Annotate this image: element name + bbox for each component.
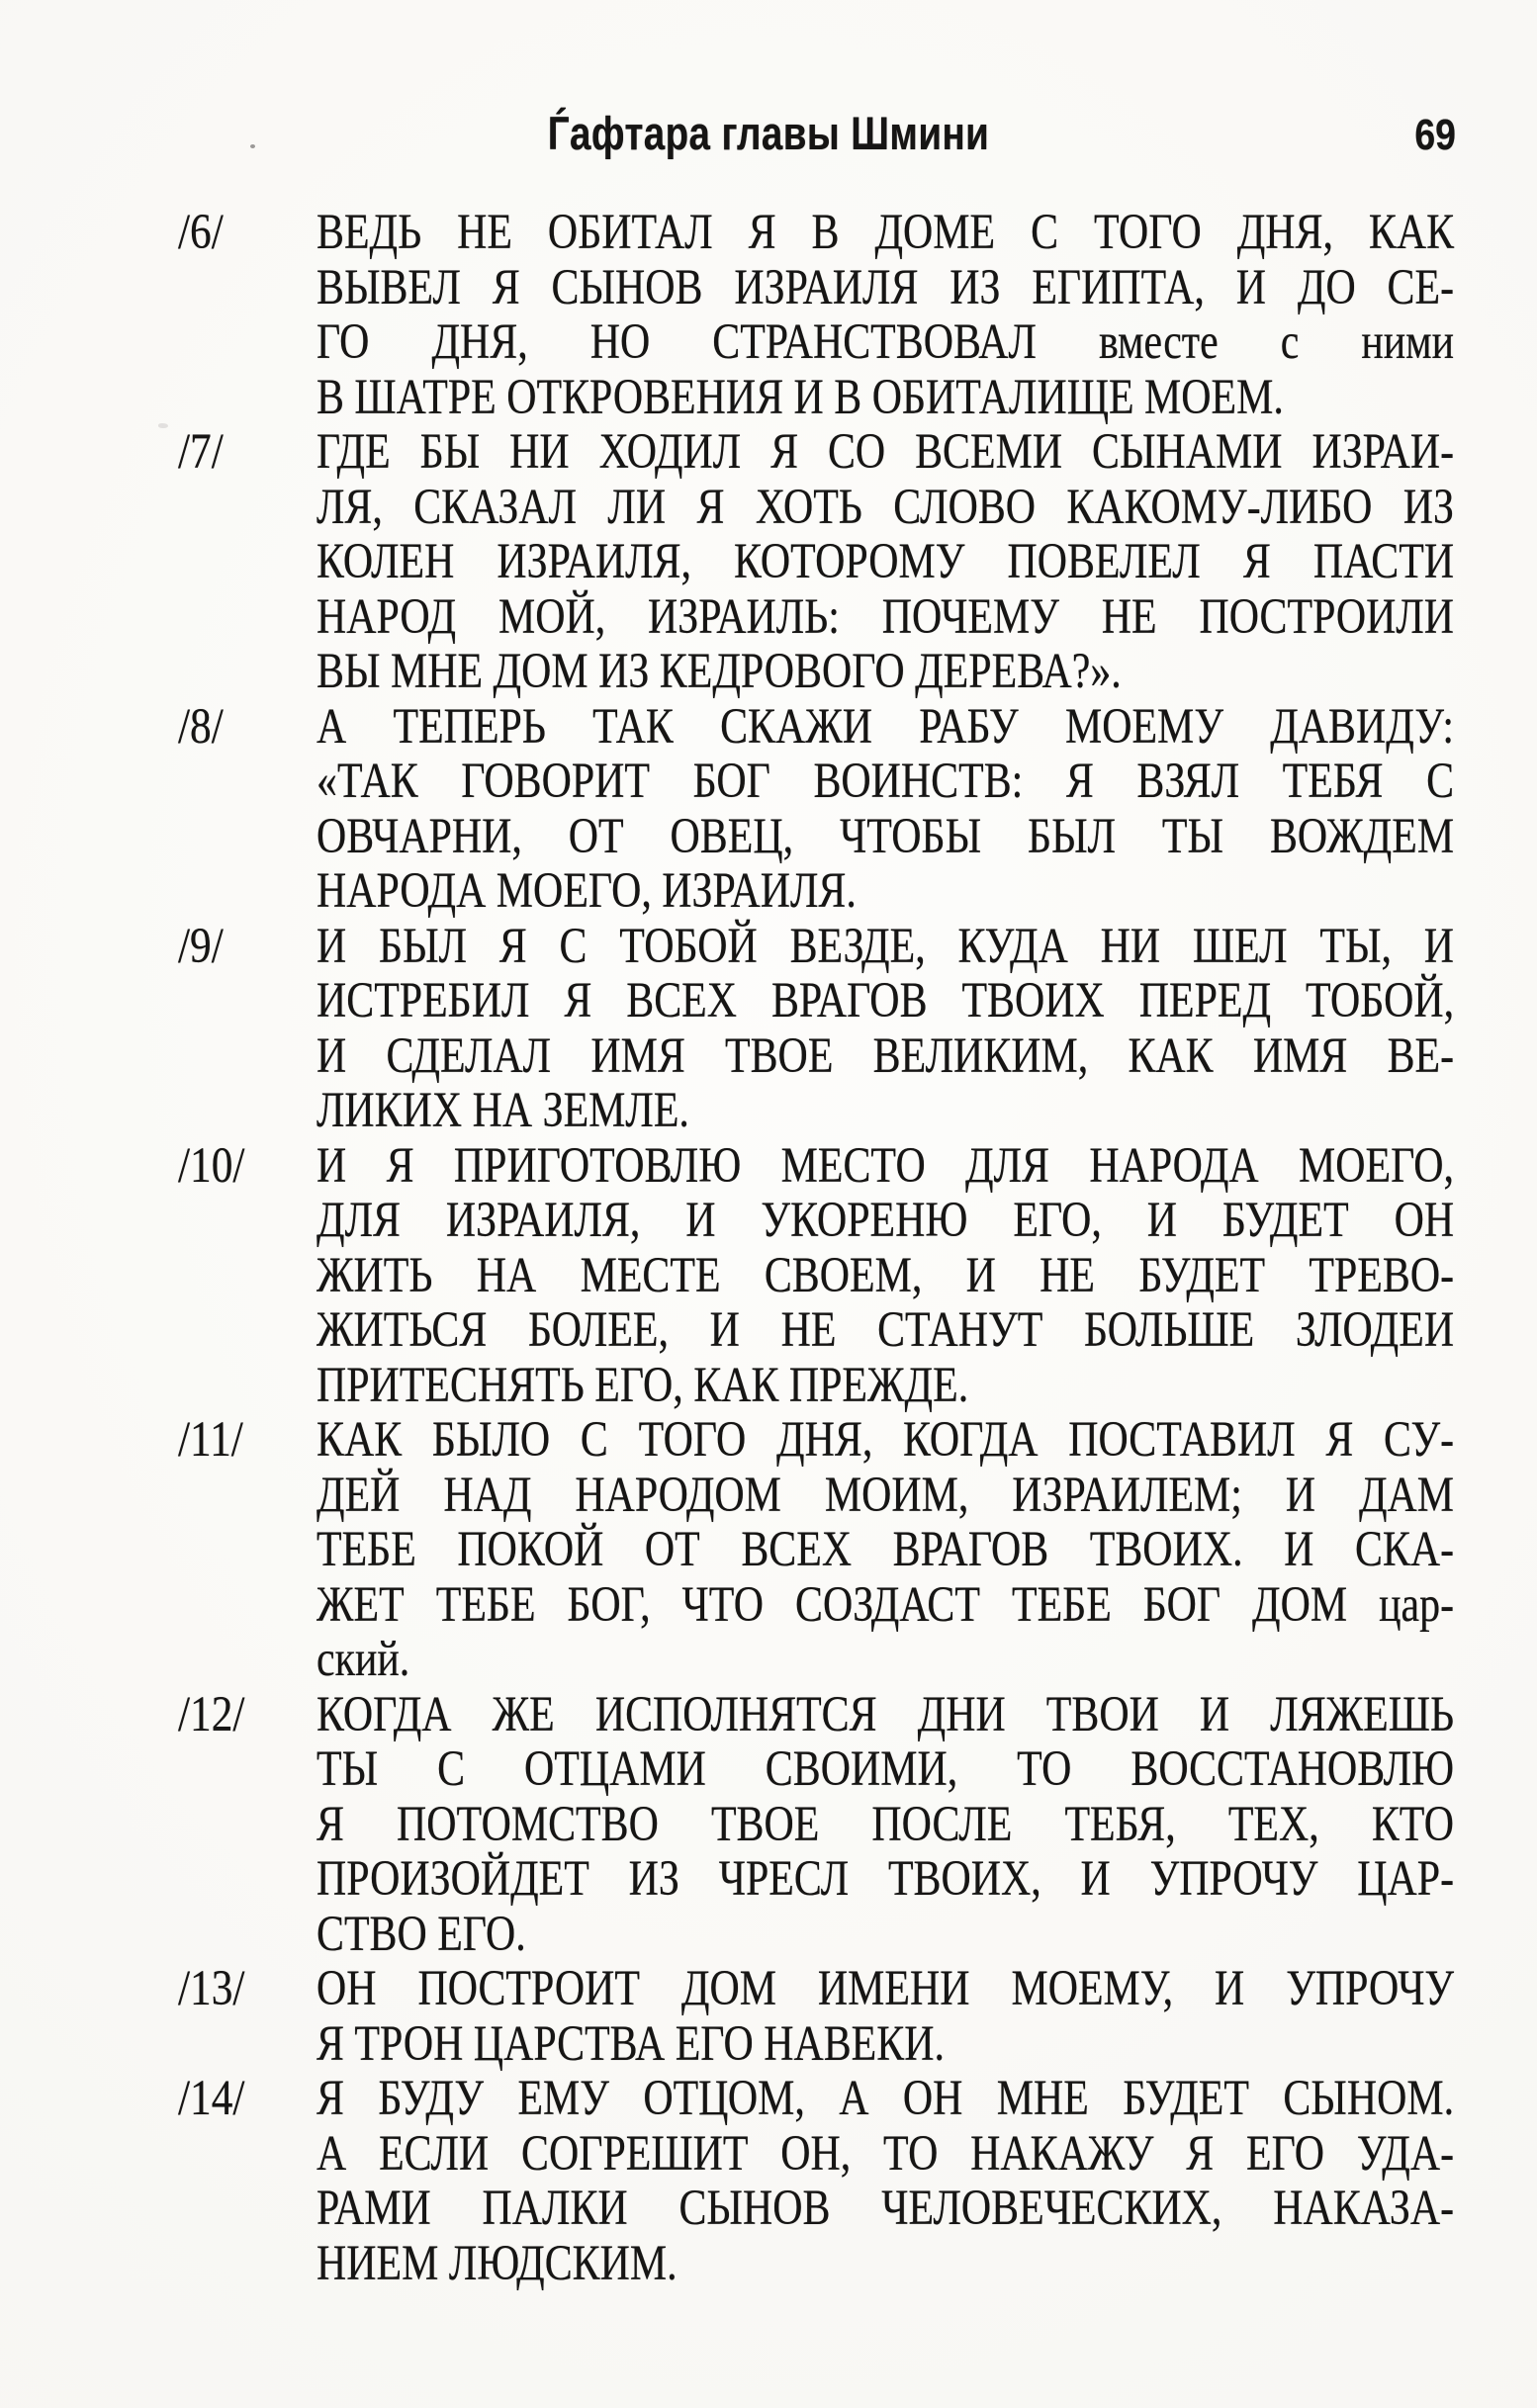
verse-line: ДЛЯ ИЗРАИЛЯ, И УКОРЕНЮ ЕГО, И БУДЕТ ОН: [316, 1193, 1455, 1248]
verse-line: ИСТРЕБИЛ Я ВСЕХ ВРАГОВ ТВОИХ ПЕРЕД ТОБОЙ,: [316, 973, 1455, 1028]
verse-line: Я БУДУ ЕМУ ОТЦОМ, А ОН МНЕ БУДЕТ СЫНОМ.: [316, 2071, 1455, 2126]
verse-line: И Я ПРИГОТОВЛЮ МЕСТО ДЛЯ НАРОДА МОЕГО,: [316, 1137, 1455, 1194]
verse-line: И СДЕЛАЛ ИМЯ ТВОЕ ВЕЛИКИМ, КАК ИМЯ ВЕ-: [316, 1027, 1455, 1084]
verse-line: ОН ПОСТРОИТ ДОМ ИМЕНИ МОЕМУ, И УПРОЧУ: [316, 1961, 1455, 2016]
verse-line: ТЫ С ОТЦАМИ СВОИМИ, ТО ВОССТАНОВЛЮ: [316, 1741, 1455, 1797]
verse-line: НАРОДА МОЕГО, ИЗРАИЛЯ.: [316, 863, 857, 919]
verse-line: ДЕЙ НАД НАРОДОМ МОИМ, ИЗРАИЛЕМ; И ДАМ: [316, 1467, 1455, 1523]
verse-line: НАРОД МОЙ, ИЗРАИЛЬ: ПОЧЕМУ НЕ ПОСТРОИЛИ: [316, 588, 1455, 645]
verse-line: РАМИ ПАЛКИ СЫНОВ ЧЕЛОВЕЧЕСКИХ, НАКАЗА-: [316, 2181, 1455, 2236]
verse-text: [316, 2072, 1454, 2291]
verse-number: /8/: [178, 698, 224, 755]
verse-line: ЖЕТ ТЕБЕ БОГ, ЧТО СОЗДАСТ ТЕБЕ БОГ ДОМ цар-: [316, 1576, 1455, 1633]
verse-text: [316, 425, 1454, 700]
verse: [178, 918, 1455, 1139]
verse-line: «ТАК ГОВОРИТ БОГ ВОИНСТВ: Я ВЗЯЛ ТЕБЯ С: [316, 754, 1455, 809]
verse: [178, 424, 1455, 700]
verse-number: /7/: [178, 424, 224, 480]
scan-speck: [250, 144, 255, 148]
verse-line: СТВО ЕГО.: [316, 1906, 526, 1962]
verse: [178, 1961, 1455, 2072]
verse-line: ВЕДЬ НЕ ОБИТАЛ Я В ДОМЕ С ТОГО ДНЯ, КАК: [316, 205, 1455, 260]
verse: [178, 698, 1455, 920]
scan-speck: [158, 423, 168, 428]
verse-text: [316, 1688, 1454, 1963]
page-number: 69: [1414, 111, 1456, 159]
verse-line: ЛЯ, СКАЗАЛ ЛИ Я ХОТЬ СЛОВО КАКОМУ-ЛИБО ИЗ: [316, 479, 1455, 535]
verse-line: Я ПОТОМСТВО ТВОЕ ПОСЛЕ ТЕБЯ, ТЕХ, КТО: [316, 1796, 1455, 1852]
verse-line: ПРОИЗОЙДЕТ ИЗ ЧРЕСЛ ТВОИХ, И УПРОЧУ ЦАР-: [316, 1851, 1455, 1907]
verse-line: КАК БЫЛО С ТОГО ДНЯ, КОГДА ПОСТАВИЛ Я СУ-: [316, 1412, 1455, 1468]
verse-line: ЖИТЬ НА МЕСТЕ СВОЕМ, И НЕ БУДЕТ ТРЕВО-: [316, 1247, 1455, 1303]
verse-line: ский.: [316, 1632, 410, 1687]
verse-line: ЖИТЬСЯ БОЛЕЕ, И НЕ СТАНУТ БОЛЬШЕ ЗЛОДЕИ: [316, 1302, 1455, 1358]
verse: [178, 205, 1455, 425]
verse-line: В ШАТРЕ ОТКРОВЕНИЯ И В ОБИТАЛИЩЕ МОЕМ.: [316, 369, 1284, 425]
verse-text: [316, 700, 1454, 920]
verse: [178, 1137, 1455, 1414]
verse-number: /9/: [178, 918, 224, 974]
verse-number: /6/: [178, 205, 224, 260]
verse-line: ОВЧАРНИ, ОТ ОВЕЦ, ЧТОБЫ БЫЛ ТЫ ВОЖДЕМ: [316, 808, 1455, 864]
verse-line: ТЕБЕ ПОКОЙ ОТ ВСЕХ ВРАГОВ ТВОИХ. И СКА-: [316, 1522, 1455, 1577]
verse-text: [316, 1139, 1454, 1414]
verse-number: /10/: [178, 1137, 245, 1194]
verse-number: /13/: [178, 1961, 245, 2016]
verse: [178, 1412, 1455, 1688]
verse-line: ГДЕ БЫ НИ ХОДИЛ Я СО ВСЕМИ СЫНАМИ ИЗРАИ-: [316, 424, 1455, 480]
verse-line: ГО ДНЯ, НО СТРАНСТВОВАЛ вместе с ними: [316, 314, 1455, 370]
chapter-title: Ѓафтара главы Шмини: [547, 107, 990, 159]
verse-number: /12/: [178, 1686, 245, 1742]
verse-text: [316, 1962, 1454, 2072]
verse-line: ВЫ МНЕ ДОМ ИЗ КЕДРОВОГО ДЕРЕВА?».: [316, 644, 1122, 699]
verse-line: НИЕМ ЛЮДСКИМ.: [316, 2235, 678, 2291]
verse: [178, 2071, 1455, 2291]
verse-text: [316, 206, 1454, 425]
page-header: [0, 109, 1537, 168]
verse-text: [316, 920, 1454, 1139]
verse-line: КОЛЕН ИЗРАИЛЯ, КОТОРОМУ ПОВЕЛЕЛ Я ПАСТИ: [316, 534, 1455, 589]
verse-line: ЛИКИХ НА ЗЕМЛЕ.: [316, 1083, 689, 1138]
verse-list: [178, 205, 1455, 2291]
verse-line: ВЫВЕЛ Я СЫНОВ ИЗРАИЛЯ ИЗ ЕГИПТА, И ДО СЕ-: [316, 259, 1455, 315]
verse-line: Я ТРОН ЦАРСТВА ЕГО НАВЕКИ.: [316, 2015, 945, 2072]
verse-line: И БЫЛ Я С ТОБОЙ ВЕЗДЕ, КУДА НИ ШЕЛ ТЫ, И: [316, 918, 1454, 974]
verse-line: КОГДА ЖЕ ИСПОЛНЯТСЯ ДНИ ТВОИ И ЛЯЖЕШЬ: [316, 1686, 1455, 1742]
verse-number: /11/: [178, 1412, 243, 1468]
verse-text: [316, 1413, 1454, 1688]
verse-line: А ЕСЛИ СОГРЕШИТ ОН, ТО НАКАЖУ Я ЕГО УДА-: [316, 2125, 1455, 2182]
verse-line: ПРИТЕСНЯТЬ ЕГО, КАК ПРЕЖДЕ.: [316, 1357, 969, 1413]
verse-line: А ТЕПЕРЬ ТАК СКАЖИ РАБУ МОЕМУ ДАВИДУ:: [316, 698, 1455, 755]
verse-number: /14/: [178, 2071, 245, 2126]
verse: [178, 1686, 1455, 1963]
